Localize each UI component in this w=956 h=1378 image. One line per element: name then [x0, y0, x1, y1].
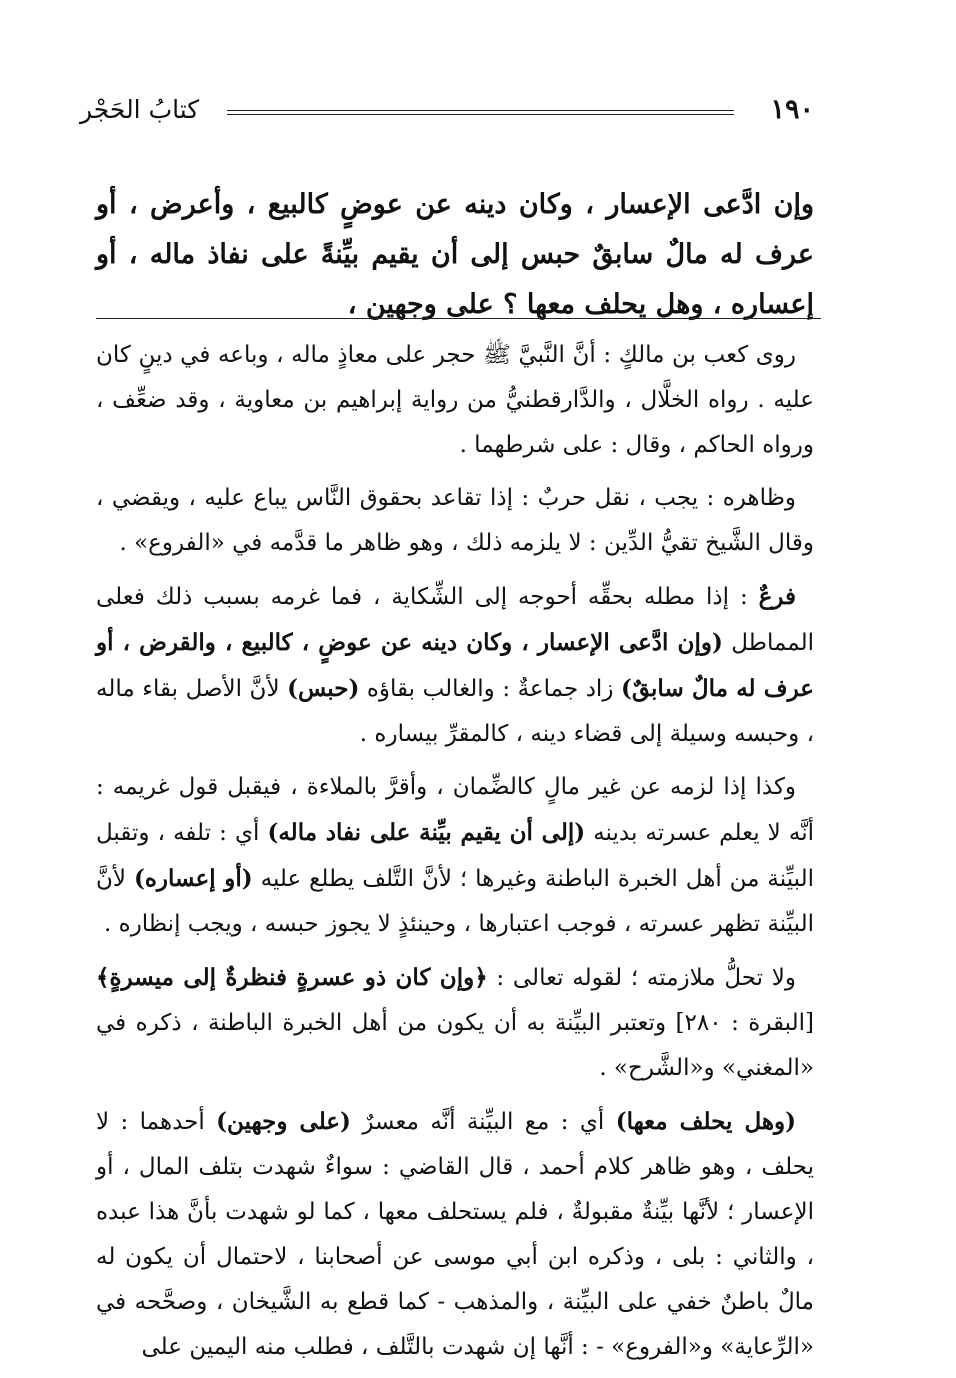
text-segment: أحدهما : لا يحلف ، وهو ظاهر كلام أحمد ، قال القاضي : سواءٌ شهدت بتلف المال ، أو الإعسار ؛ لأنَّها بيِّنةٌ مقبولةٌ ، فلم يستحلف معها ، كما لو شهدت بأنَّ هذا عبده ، والثاني : بلى ، وذكره ابن أبي موسى عن أصحابنا ، لاحتمال أن يكون له مالٌ باطنٌ خفي على البيِّنة ، والمذهب - كما قطع به الشَّيخان ، وصحَّحه في «الرِّعاية» و«الفروع» - : أنَّها إن شهدت بالتَّلف ، فطلب منه اليمين على: [96, 1109, 814, 1360]
page-header: [80, 92, 814, 132]
text-segment: زاد جماعةٌ : والغالب بقاؤه: [359, 676, 621, 702]
commentary-paragraph: [96, 333, 814, 468]
commentary-paragraph: [96, 1099, 814, 1370]
matn-divider: [96, 318, 821, 319]
commentary-body: [96, 333, 814, 1378]
bold-text-segment: (وإن ادَّعى الإعسار ، وكان دينه عن عوضٍ ، كالبيع ، والقرض ، أو عرف له مالٌ سابقٌ): [96, 629, 815, 702]
bold-text-segment: (وهل يحلف معها): [615, 1108, 796, 1135]
bold-text-segment: (حبس): [287, 675, 360, 702]
chapter-title: كتابُ الحَجْر: [80, 95, 200, 124]
bold-text-segment: (إلى أن يقيم بيِّنة على نفاد ماله): [267, 819, 586, 846]
text-segment: وظاهره : يجب ، نقل حربٌ : إذا تقاعد بحقوق النَّاس يباع عليه ، ويقضي ، وقال الشَّيخ تقيُّ الدِّين : لا يلزمه ذلك ، وهو ظاهر ما قدَّمه في «الفروع» .: [96, 485, 814, 556]
text-segment: أي : تلفه ، وتقبل البيِّنة من أهل الخبرة الباطنة وغيرها ؛ لأنَّ التَّلف يطلع عليه: [96, 820, 814, 892]
bold-text-segment: ﴿وإن كان ذو عسرةٍ فنظرةٌ إلى ميسرةٍ﴾: [96, 964, 488, 991]
header-rule: [227, 110, 734, 115]
text-segment: وكذا إذا لزمه عن غير مالٍ كالضِّمان ، وأقرَّ بالملاءة ، فيقبل قول غريمه : أنَّه لا يعلم عسرته بدينه: [96, 774, 815, 846]
text-segment: لأنَّ الأصل بقاء ماله ، وحبسه وسيلة إلى قضاء دينه ، كالمقرِّ بيساره .: [96, 676, 814, 747]
text-segment: روى كعب بن مالكٍ : أنَّ النَّبيَّ ﷺ حجر على معاذٍ ماله ، وباعه في دينٍ كان عليه . رواه الخلَّال ، والدَّارقطنيُّ من رواية إبراهيم بن معاوية ، وقد ضعِّف ، ورواه الحاكم ، وقال : على شرطهما .: [96, 342, 814, 458]
commentary-paragraph: [96, 955, 814, 1091]
bold-text-segment: (على وجهين): [216, 1108, 351, 1135]
text-segment: لأنَّ البيِّنة تظهر عسرته ، فوجب اعتبارها ، وحينئذٍ لا يجوز حبسه ، ويجب إنظاره .: [96, 866, 814, 937]
bold-text-segment: فرعٌ: [758, 583, 796, 610]
matn-text: وإن ادَّعى الإعسار ، وكان دينه عن عوضٍ كالبيع ، وأعرض ، أو عرف له مالٌ سابقٌ حبس إلى أن يقيم بيِّنةً على نفاذ ماله ، أو إعساره ، وهل يحلف معها ؟ على وجهين ،: [96, 189, 814, 320]
text-segment: ولا تحلُّ ملازمته ؛ لقوله تعالى :: [487, 965, 796, 991]
text-segment: أي : مع البيِّنة أنَّه معسرٌ: [350, 1109, 616, 1135]
text-segment: : إذا مطله بحقِّه أحوجه إلى الشِّكاية ، فما غرمه بسبب ذلك فعلى المماطل: [96, 584, 814, 656]
commentary-paragraph: [96, 476, 814, 566]
commentary-paragraph: [96, 574, 814, 757]
bold-text-segment: (أو إعساره): [133, 865, 253, 892]
page-number: ١٩٠: [770, 94, 814, 125]
commentary-paragraph: [96, 765, 814, 947]
text-segment: [البقرة : ٢٨٠] وتعتبر البيِّنة به أن يكون من أهل الخبرة الباطنة ، ذكره في «المغني» و«الشَّرح» .: [96, 1010, 814, 1081]
